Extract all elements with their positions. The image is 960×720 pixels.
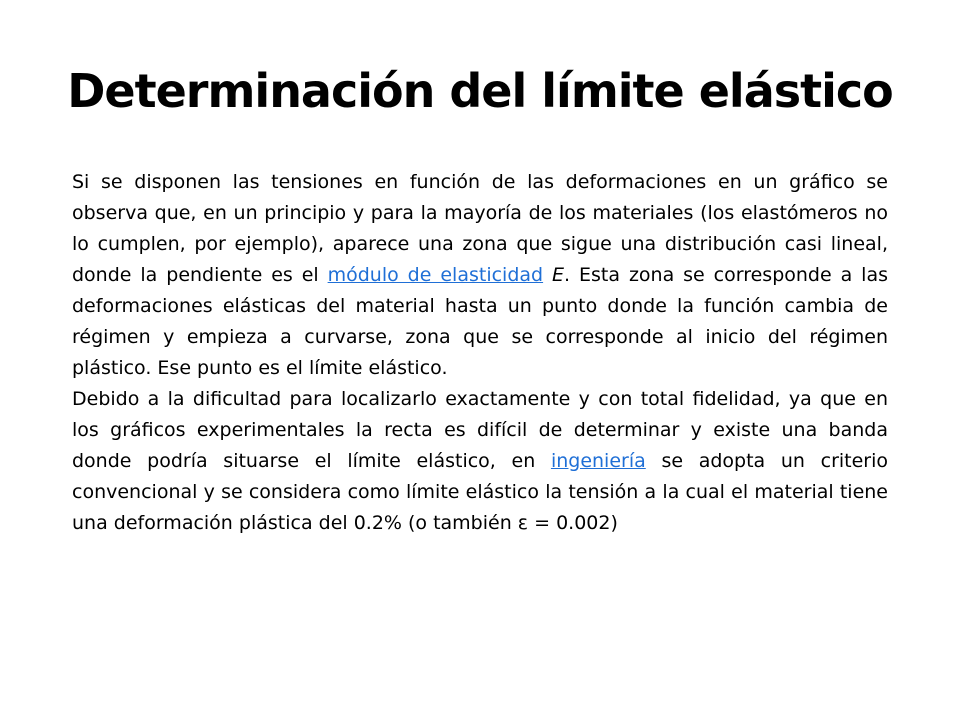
paragraph-1-text-end: . Esta zona se corresponde a las deformaciones elásticas del material hasta un punto donde la función cambia de régimen y empieza a curvarse, zona que se corresponde al inicio del régimen plástico. Ese punto es el límite elástico. (72, 264, 889, 379)
paragraph-1-space (543, 264, 552, 286)
paragraph-2 (72, 384, 888, 539)
slide-body (72, 167, 888, 539)
variable-e: E (552, 264, 565, 286)
link-ingenieria[interactable]: ingeniería (550, 450, 646, 472)
paragraph-2-text-start: Debido a la dificultad para localizarlo exactamente y con total fidelidad, ya que en los gráficos experimentales la recta es difícil de determinar y existe una banda donde podría situarse el límite elástico, en (72, 388, 888, 472)
paragraph-2-text-end: se adopta un criterio convencional y se considera como límite elástico la tensión a la cual el material tiene una deformación plástica del 0.2% (o también ε = 0.002) (72, 450, 889, 534)
link-modulo-elasticidad[interactable]: módulo de elasticidad (327, 264, 544, 286)
paragraph-1 (72, 167, 888, 384)
paragraph-1-text-start: Si se disponen las tensiones en función de las deformaciones en un gráfico se observa que, en un principio y para la mayoría de los materiales (los elastómeros no lo cumplen, por ejemplo), aparece una zona que sigue una distribución casi lineal, donde la pendiente es el (72, 171, 888, 286)
slide-title: Determinación del límite elástico (67, 64, 893, 118)
